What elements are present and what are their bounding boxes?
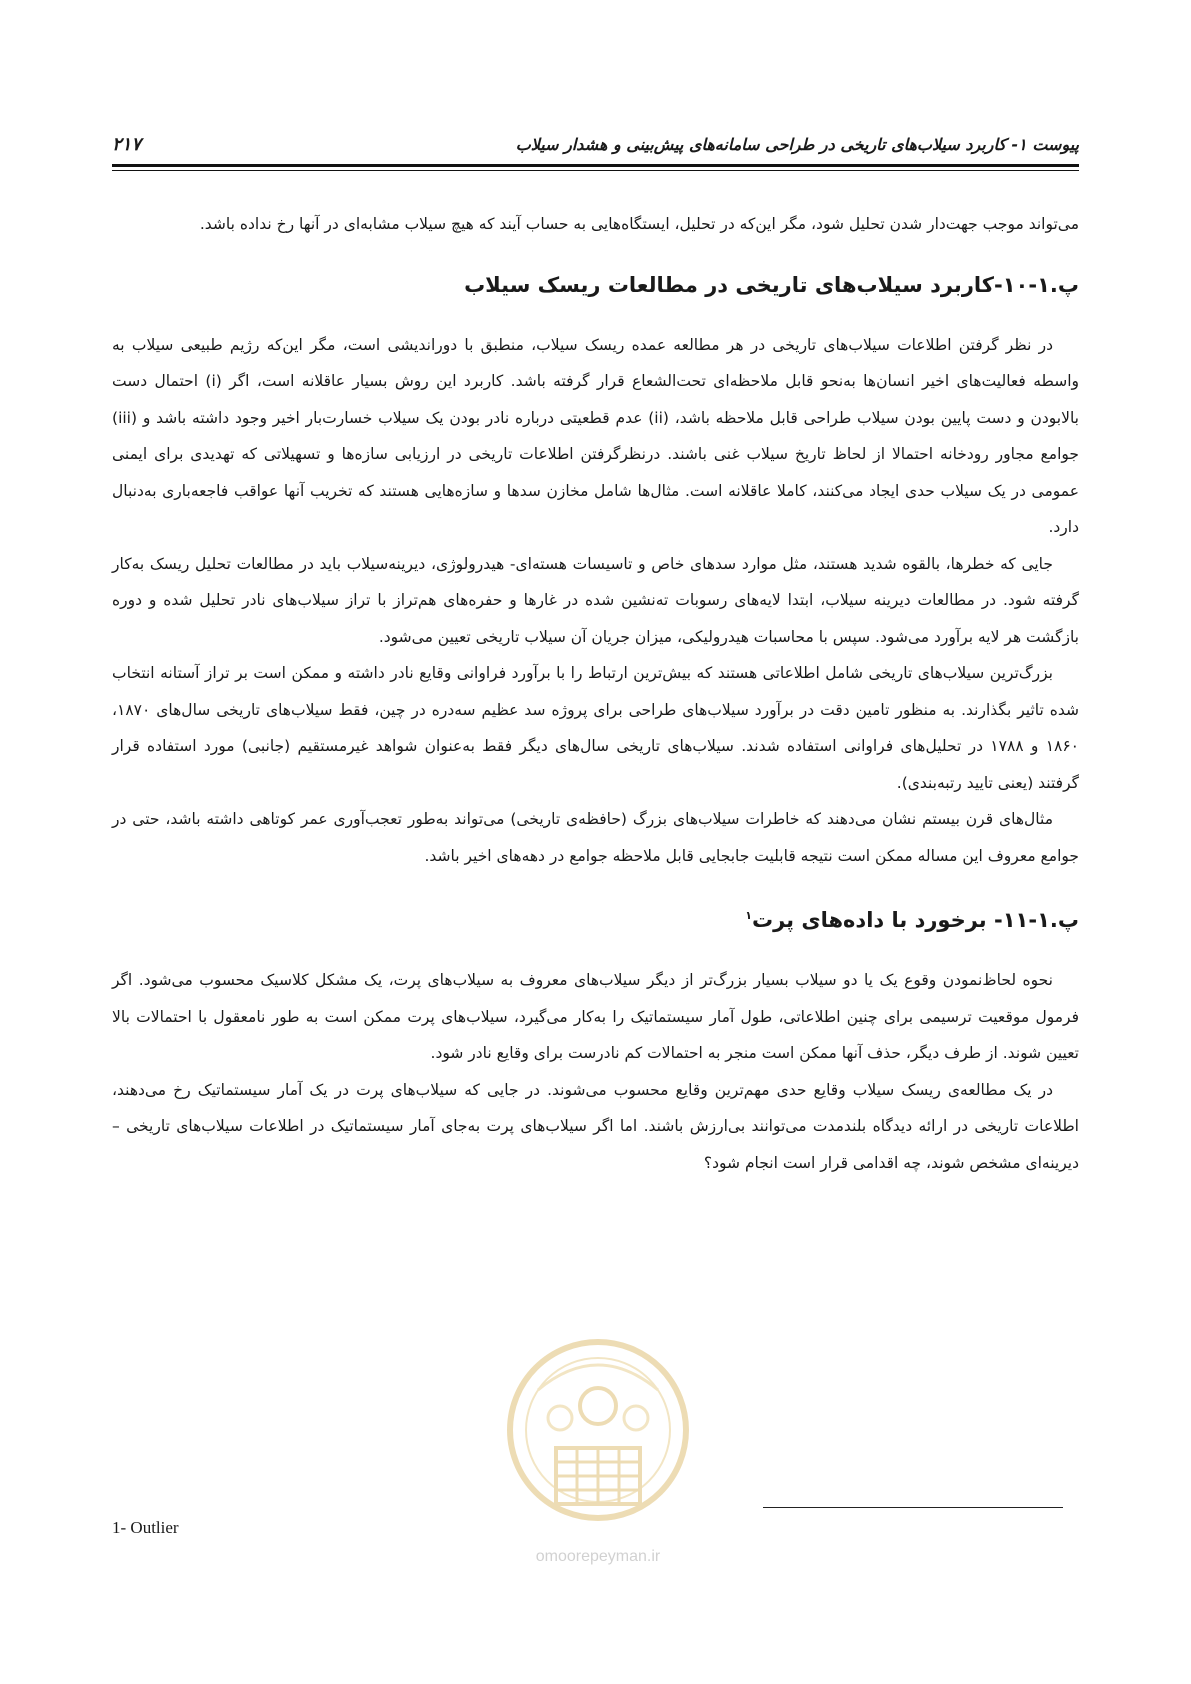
footnote: 1- Outlier: [112, 1518, 179, 1537]
page-header: [112, 126, 1079, 162]
section-heading-11-text: پ.۱-۱۱- برخورد با داده‌های پرت: [751, 908, 1079, 932]
paragraph: بزرگ‌ترین سیلاب‌های تاریخی شامل اطلاعاتی هستند که بیش‌ترین ارتباط را با برآورد فراوانی وقایع نادر داشته و ممکن است بر تراز آستانه انتخاب شده تاثیر بگذارند. به منظور تامین دقت در برآورد سیلاب‌های طراحی برای پروژه سد عظیم سه‌دره در چین، فقط سیلاب‌های تاریخی سال‌های ۱۸۷۰، ۱۸۶۰ و ۱۷۸۸ در تحلیل‌های فراوانی استفاده شدند. سیلاب‌های تاریخی سال‌های دیگر فقط به‌عنوان شواهد غیرمستقیم (جانبی) مورد استفاده قرار گرفتند (یعنی تایید رتبه‌بندی).: [112, 664, 1079, 792]
paragraph: مثال‌های قرن بیستم نشان می‌دهند که خاطرات سیلاب‌های بزرگ (حافظه‌ی تاریخی) می‌تواند به‌طور تعجب‌آوری عمر کوتاهی داشته باشد، حتی در جوامع معروف این مساله ممکن است نتیجه قابلیت جابجایی قابل ملاحظه جوامع در دهه‌های اخیر باشد.: [112, 810, 1079, 865]
running-title: پیوست ۱- کاربرد سیلاب‌های تاریخی در طراحی سامانه‌های پیش‌بینی و هشدار سیلاب: [515, 134, 1079, 154]
paragraph: نحوه لحاظ‌نمودن وقوع یک یا دو سیلاب بسیار بزرگ‌تر از دیگر سیلاب‌های معروف به سیلاب‌های پرت، یک مشکل کلاسیک محسوب می‌شود. اگر فرمول موقعیت ترسیمی برای چنین اطلاعاتی، طول آمار سیستماتیک را به‌کار می‌گیرد، سیلاب‌های پرت ممکن است به طور نامعقول با احتمالات بالا تعیین شوند. از طرف دیگر، حذف آنها ممکن است منجر به احتمالات کم نادرست برای وقایع نادر شود.: [112, 971, 1079, 1062]
page-body: [112, 206, 1079, 1181]
section-heading-11: [112, 900, 1079, 940]
watermark: [498, 1330, 698, 1570]
header-divider-thin: [112, 170, 1079, 171]
watermark-seal-icon: [498, 1330, 698, 1540]
header-divider: [112, 164, 1079, 167]
paragraph: جایی که خطرها، بالقوه شدید هستند، مثل موارد سدهای خاص و تاسیسات هسته‌ای- هیدرولوژی، دیرینه‌سیلاب باید در مطالعات تحلیل ریسک به‌کار گرفته شود. در مطالعات دیرینه سیلاب، ابتدا لایه‌های رسوبات ته‌نشین شده در غارها و حفره‌های هم‌تراز با تراز سیلاب‌های نادر تحلیل شده و دوره بازگشت هر لایه برآورد می‌شود. سپس با محاسبات هیدرولیکی، میزان جریان آن سیلاب تاریخی تعیین می‌شود.: [112, 554, 1079, 646]
page-number: ۲۱۷: [112, 133, 142, 155]
paragraph: در نظر گرفتن اطلاعات سیلاب‌های تاریخی در هر مطالعه عمده ریسک سیلاب، منطبق با دوراندیشی است، مگر این‌که رژیم طبیعی سیلاب به واسطه فعالیت‌های اخیر انسان‌ها به‌نحو قابل ملاحظه‌ای تحت‌الشعاع قرار گرفته باشد. کاربرد این روش بسیار عاقلانه است، اگر (i) احتمال دست بالابودن و دست پایین بودن سیلاب طراحی قابل ملاحظه باشد، (ii) عدم قطعیتی درباره نادر بودن یک سیلاب خسارت‌بار اخیر وجود داشته باشد و (iii) جوامع مجاور رودخانه احتمالا از لحاظ تاریخ سیلاب غنی باشند. درنظرگرفتن اطلاعات تاریخی در ارزیابی سازه‌ها و تسهیلاتی که تهدیدی برای ایمنی عمومی در یک سیلاب حدی ایجاد می‌کنند، کاملا عاقلانه است. مثال‌ها شامل مخازن سدها و سازه‌هایی هستند که تخریب آنها عواقب فاجعه‌باری به‌دنبال دارد.: [112, 335, 1079, 536]
intro-paragraph: می‌تواند موجب جهت‌دار شدن تحلیل شود، مگر این‌که در تحلیل، ایستگاه‌هایی به حساب آیند که هیچ سیلاب مشابه‌ای در آنها رخ نداده باشد.: [199, 215, 1079, 233]
footnote-divider: [763, 1507, 1063, 1508]
footnote-reference[interactable]: ۱: [745, 909, 752, 922]
paragraph: در یک مطالعه‌ی ریسک سیلاب وقایع حدی مهم‌ترین وقایع محسوب می‌شوند. در جایی که سیلاب‌های پرت در یک آمار سیستماتیک رخ می‌دهند، اطلاعات تاریخی در ارائه دیدگاه بلندمدت می‌توانند بی‌ارزش باشند. اما اگر سیلاب‌های پرت به‌جای آمار سیستماتیک در اطلاعات سیلاب‌های تاریخی – دیرینه‌ای مشخص شوند، چه اقدامی قرار است انجام شود؟: [112, 1080, 1079, 1172]
watermark-text: omoorepeyman.ir: [535, 1548, 661, 1565]
section-heading-10: پ.۱-۱۰-کاربرد سیلاب‌های تاریخی در مطالعات ریسک سیلاب: [464, 272, 1079, 297]
